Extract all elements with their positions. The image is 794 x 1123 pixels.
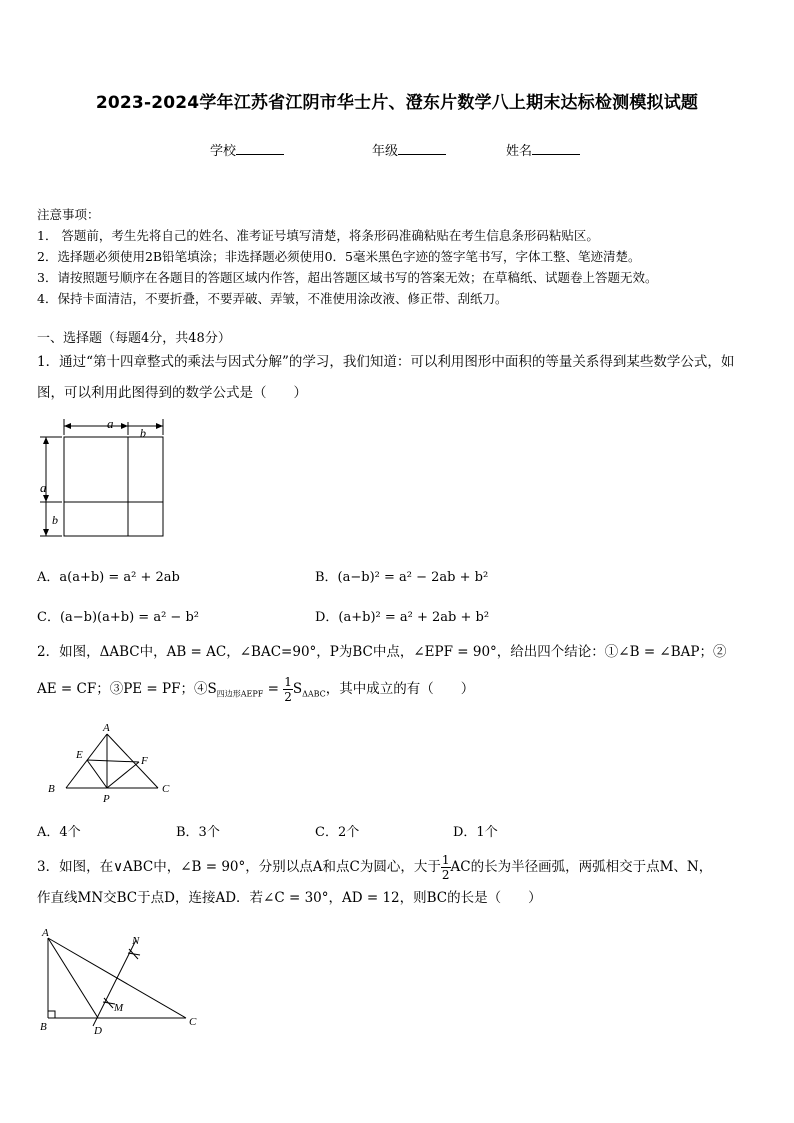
note-item: 4．保持卡面清洁，不要折叠，不要弄破、弄皱，不准使用涂改液、修正带、刮纸刀。 (37, 291, 508, 306)
q2-option-d[interactable]: D．1个 (453, 825, 498, 840)
q3-label-n: N (132, 935, 140, 947)
q2-line2-part2: S (292, 681, 303, 697)
q1-label-b-top: b (140, 426, 146, 440)
q1-option-a[interactable]: A．a(a+b) = a² + 2ab (37, 570, 180, 585)
grade-blank (398, 142, 446, 155)
q2-label-f: F (141, 755, 148, 767)
q2-sub-quad: 四边形AEPF (216, 689, 264, 699)
q3-fraction (441, 853, 451, 882)
question-2 (37, 637, 762, 710)
q1-option-d[interactable]: D．(a+b)² = a² + 2ab + b² (315, 610, 490, 625)
grade-field (372, 140, 446, 159)
note-item: 3．请按照题号顺序在各题目的答题区域内作答，超出答题区域书写的答案无效；在草稿纸、试题卷上答题无效。 (37, 270, 658, 285)
q2-line1: 2．如图，ΔABC中，AB = AC，∠BAC=90°，P为BC中点，∠EPF = 90°，给出四个结论：①∠B = ∠BAP；② (37, 644, 727, 660)
question-3 (37, 852, 762, 914)
name-blank (532, 142, 580, 155)
q1-option-c[interactable]: C．(a−b)(a+b) = a² − b² (37, 610, 199, 625)
q3-frac-den: 2 (441, 868, 450, 882)
q3-line1-part2: AC的长为半径画弧，两弧相交于点M、N， (450, 859, 713, 875)
question-1 (37, 347, 762, 409)
page-title: 2023-2024学年江苏省江阴市华士片、澄东片数学八上期末达标检测模拟试题 (95, 93, 699, 113)
q2-option-b[interactable]: B．3个 (176, 825, 220, 840)
q3-label-m: M (114, 1002, 124, 1014)
q1-line2: 图，可以利用此图得到的数学公式是（ ） (37, 385, 307, 401)
note-item: 2．选择题必须使用2B铅笔填涂；非选择题必须使用0．5毫米黑色字迹的签字笔书写，字体工整、笔迹清楚。 (37, 249, 641, 264)
q2-frac-den: 2 (284, 690, 292, 704)
q2-sub-triangle: ΔABC (302, 689, 326, 699)
note-item: 1． 答题前，考生先将自己的姓名、准考证号填写清楚，将条形码准确粘贴在考生信息条形码粘贴区。 (37, 228, 599, 243)
q1-figure (36, 414, 176, 544)
q2-label-c: C (162, 783, 170, 795)
q2-label-a: A (103, 722, 110, 734)
grade-label: 年级 (372, 144, 399, 159)
q2-equals: = (263, 681, 284, 697)
q1-line1: 1．通过“第十四章整式的乘法与因式分解”的学习，我们知道：可以利用图形中面积的等量关系得到某些数学公式，如 (37, 354, 735, 370)
name-field (506, 140, 580, 159)
q2-line2-part1: AE = CF；③PE = PF；④S (37, 681, 217, 697)
q3-frac-num: 1 (441, 853, 450, 867)
q2-label-e: E (76, 749, 83, 761)
q2-label-b: B (48, 783, 55, 795)
section-heading: 一、选择题（每题4分，共48分） (37, 331, 231, 346)
q3-line2: 作直线MN交BC于点D，连接AD．若∠C = 30°，AD = 12，则BC的长是（ ） (37, 890, 542, 906)
q2-option-c[interactable]: C．2个 (315, 825, 360, 840)
school-blank (236, 142, 284, 155)
q2-line2-part3: ，其中成立的有（ ） (325, 681, 475, 697)
q2-frac-num: 1 (284, 675, 292, 689)
q2-figure (40, 718, 180, 808)
notes-heading: 注意事项： (37, 207, 100, 222)
q1-label-a-top: a (107, 416, 114, 431)
q2-option-a[interactable]: A．4个 (37, 825, 81, 840)
q1-square (64, 437, 163, 536)
q1-label-b-left: b (52, 513, 58, 527)
q3-label-d: D (94, 1025, 102, 1037)
q2-fraction (283, 675, 293, 704)
school-field (210, 140, 284, 159)
q3-label-b: B (40, 1021, 47, 1033)
name-label: 姓名 (506, 144, 533, 159)
q1-option-b[interactable]: B．(a−b)² = a² − 2ab + b² (315, 570, 489, 585)
q3-label-c: C (189, 1016, 197, 1028)
q3-label-a: A (42, 927, 49, 939)
q1-label-a-left: a (40, 480, 47, 495)
q3-line1-part1: 3．如图，在∨ABC中，∠B = 90°，分别以点A和点C为圆心，大于 (37, 859, 441, 875)
q3-figure (36, 922, 206, 1040)
q2-line2 (37, 674, 762, 710)
school-label: 学校 (210, 144, 237, 159)
q2-label-p: P (103, 793, 110, 805)
notes-block (37, 204, 657, 309)
q3-line1 (37, 852, 762, 883)
